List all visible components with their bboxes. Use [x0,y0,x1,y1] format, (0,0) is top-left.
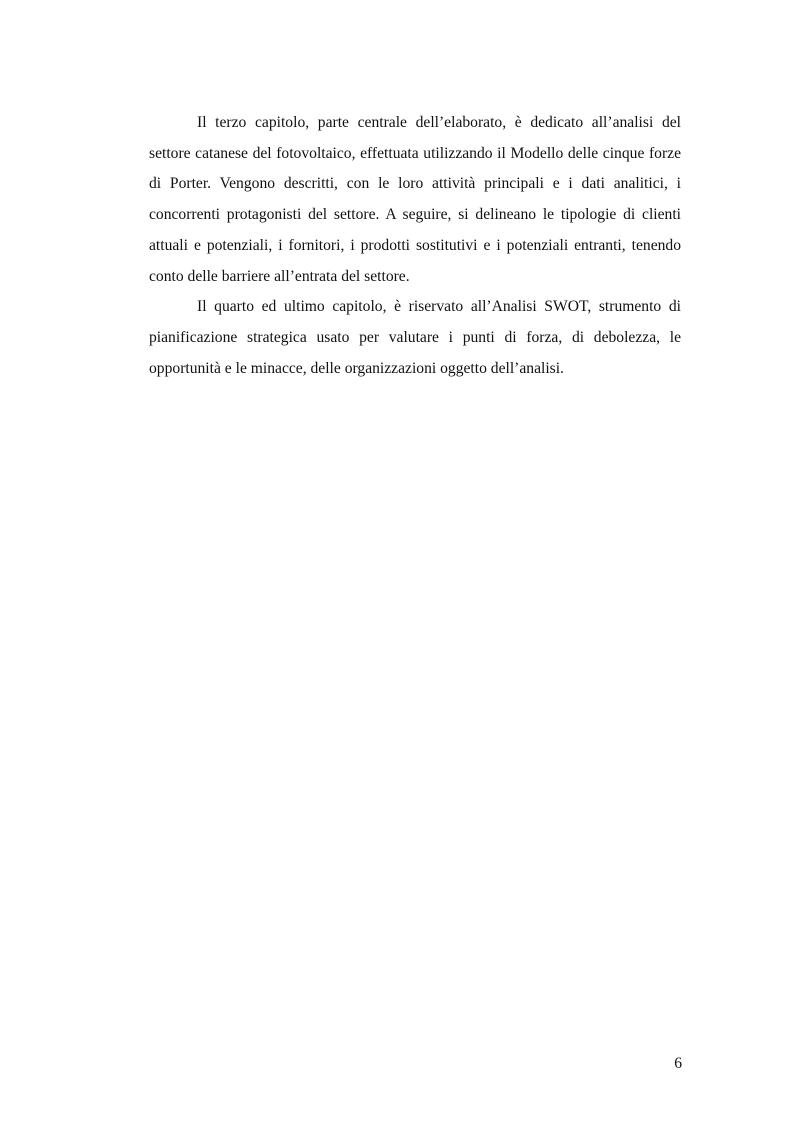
paragraph-fourth-chapter: Il quarto ed ultimo capitolo, è riservato all’Analisi SWOT, strumento di pianificazione strategica usato per valutare i punti di forza, di debolezza, le opportunità e le minacce, delle organizzazioni oggetto dell’analisi. [149,298,681,377]
paragraph-third-chapter: Il terzo capitolo, parte centrale dell’elaborato, è dedicato all’analisi del settore catanese del fotovoltaico, effettuata utilizzando il Modello delle cinque forze di Porter. Vengono descritti, con le loro attività principali e i dati analitici, i concorrenti protagonisti del settore. A seguire, si delineano le tipologie di clienti attuali e potenziali, i fornitori, i prodotti sostitutivi e i potenziali entranti, tenendo conto delle barriere all’entrata del settore. [149,114,681,285]
body-text [149,108,681,384]
page-number: 6 [674,1055,682,1072]
